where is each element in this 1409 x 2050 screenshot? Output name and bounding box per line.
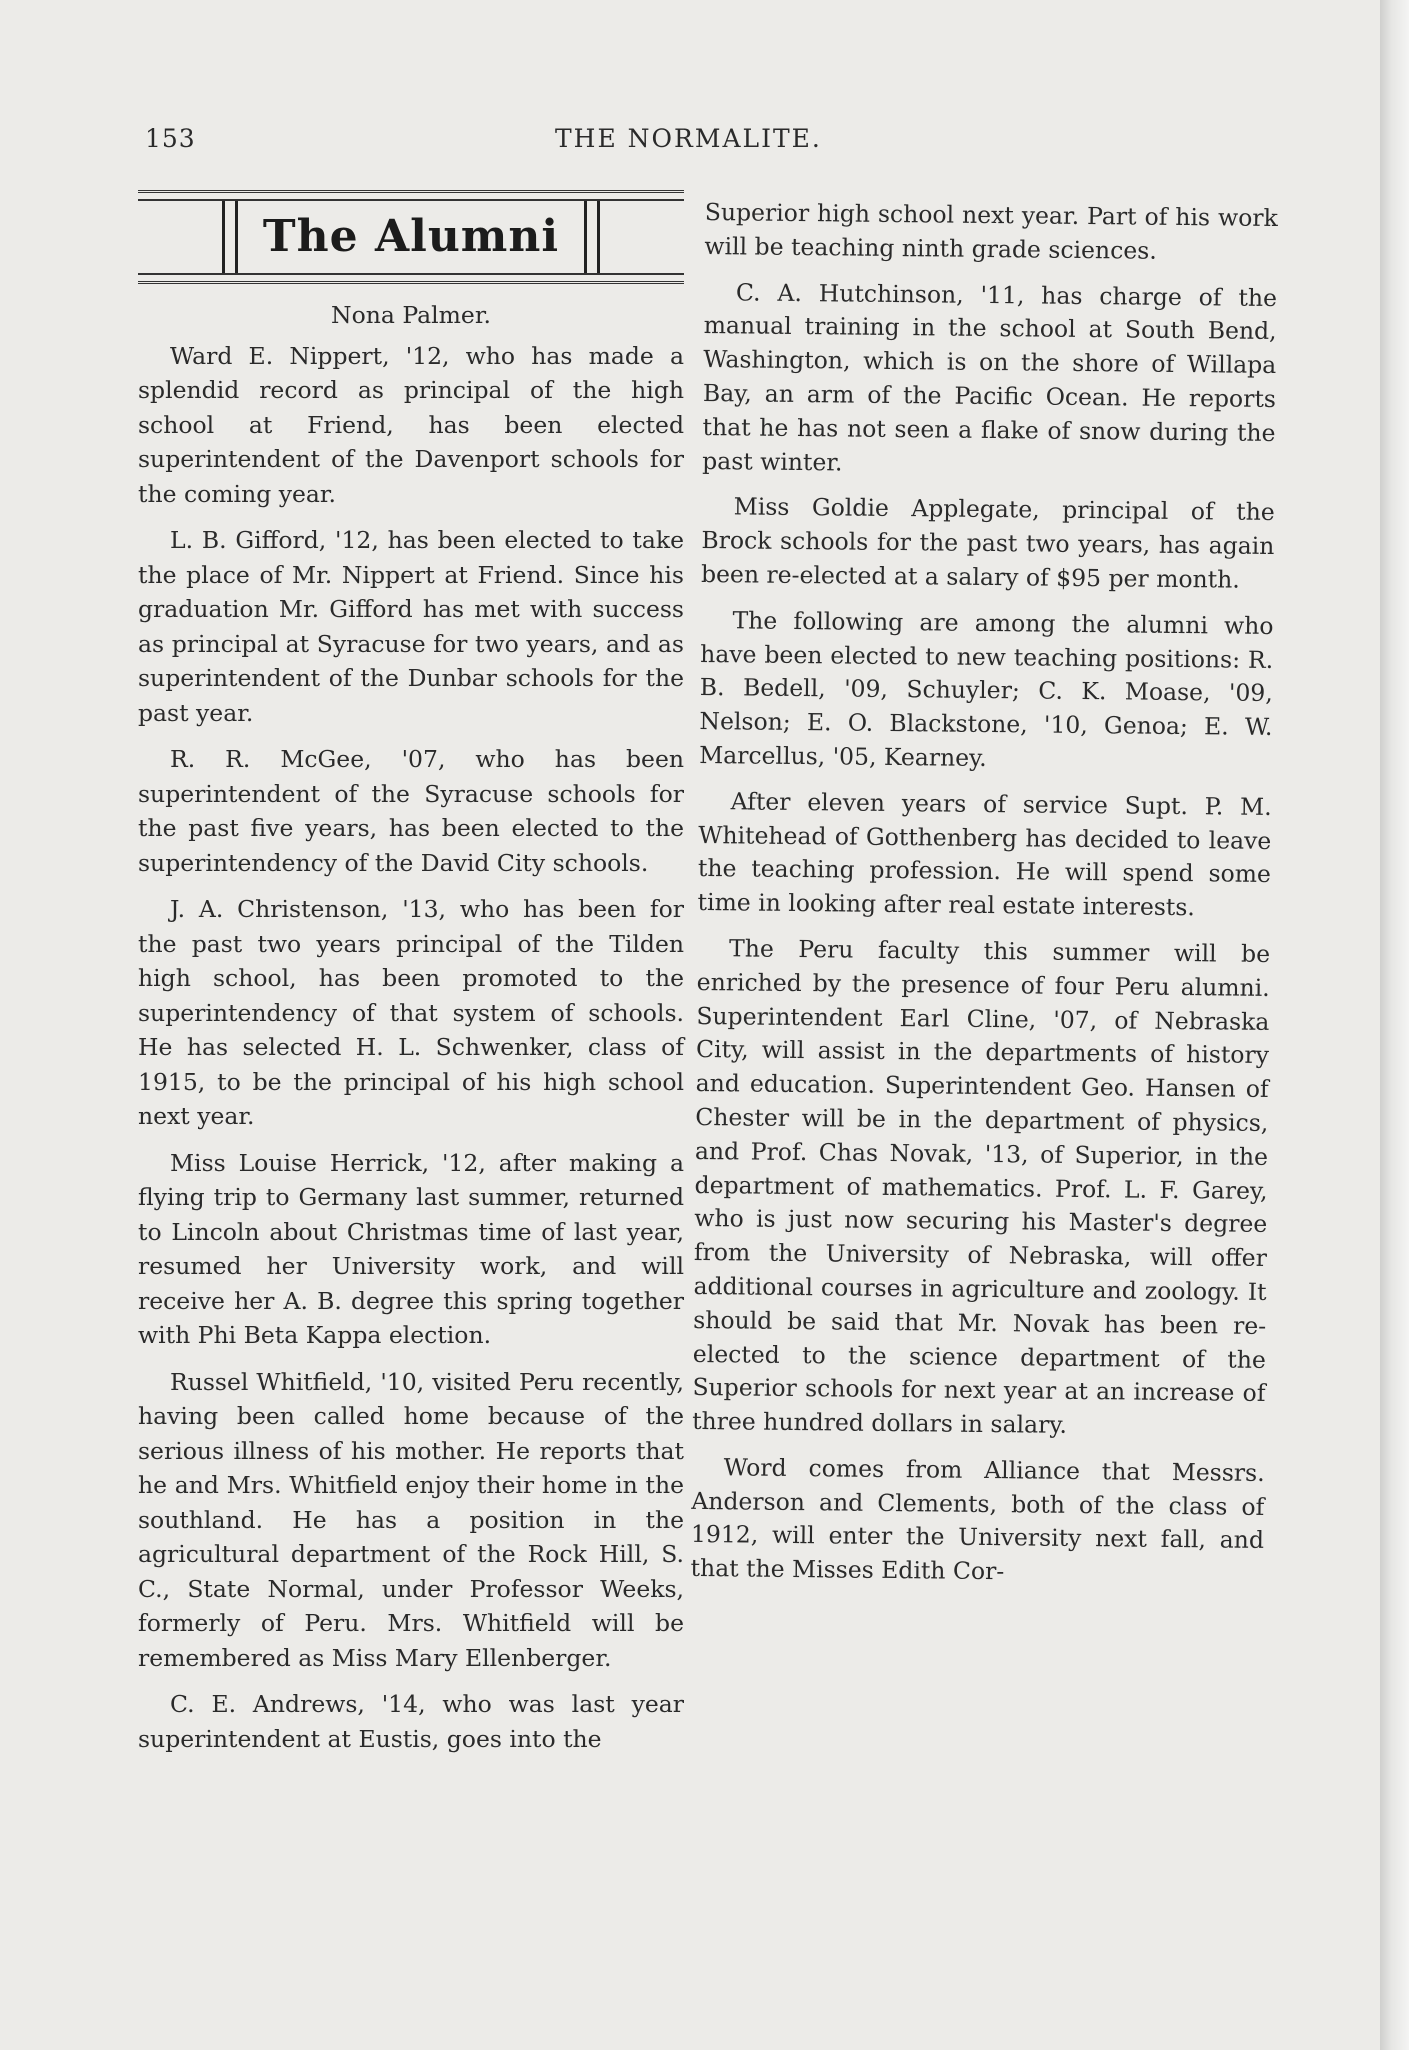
paragraph: The following are among the alumni who have been elected to new teaching positions: R. B. Bedell, '09, Schuyler; C. K. Moase, '09, Nelson; E. O. Blackstone, '10, Genoa; E. W. Marcellus, '05, Kearney. [699, 606, 1274, 772]
page-number: 153 [145, 124, 196, 153]
paragraph: Ward E. Nippert, '12, who has made a splendid record as principal of the high school at Friend, has been elected superintendent of the Davenport schools for the coming year. [138, 341, 684, 508]
right-column [690, 196, 1278, 1604]
paragraph: Russel Whitfield, '10, visited Peru recently, having been called home because of the serious illness of his mother. He reports that he and Mrs. Whitfield enjoy their home in the southland. He has a position in the agricultural department of the Rock Hill, S. C., State Normal, under Professor Weeks, formerly of Peru. Mrs. Whitfield will be remembered as Miss Mary Ellenberger. [138, 1367, 684, 1672]
page-header [145, 124, 1275, 164]
left-column [138, 190, 684, 1768]
section-banner [138, 190, 684, 284]
paragraph: Word comes from Alliance that Messrs. Anderson and Clements, both of the class of 1912, will enter the University next fall, and that the Misses Edith Cor- [690, 1453, 1265, 1586]
paragraph: J. A. Christenson, '13, who has been for the past two years principal of the Tilden high school, has been promoted to the superintendency of that system of schools. He has selected H. L. Schwenker, class of 1915, to be the principal of his high school next year. [138, 895, 684, 1130]
paragraph: C. E. Andrews, '14, who was last year superintendent at Eustis, goes into the [138, 1690, 684, 1753]
paragraph: Miss Goldie Applegate, principal of the Brock schools for the past two years, has again been re-elected at a salary of $95 per month. [700, 492, 1275, 594]
byline: Nona Palmer. [331, 301, 491, 329]
paragraph: Superior high school next year. Part of his work will be teaching ninth grade sciences. [704, 197, 1278, 265]
paragraph: C. A. Hutchinson, '11, has charge of the manual training in the school at South Bend, Washington, which is on the shore of Willapa Bay, an arm of the Pacific Ocean. He reports that he has not seen a flake of snow during the past winter. [702, 277, 1278, 477]
running-title: THE NORMALITE. [555, 124, 822, 153]
paragraph: The Peru faculty this summer will be enriched by the presence of four Peru alumni. Superintendent Earl Cline, '07, of Nebraska City, will assist in the departments of history and education. Superintendent Geo. Hansen of Chester will be in the department of physics, and Prof. Chas Novak, '13, of Superior, in the department of mathematics. Prof. L. F. Garey, who is just now securing his Master's degree from the University of Nebraska, will offer additional courses in agriculture and zoology. It should be said that Mr. Novak has been re-elected to the science department of the Superior schools for next year at an increase of three hundred dollars in salary. [692, 934, 1271, 1439]
paragraph: R. R. McGee, '07, who has been superintendent of the Syracuse schools for the past five years, has been elected to the superintendency of the David City schools. [138, 745, 684, 877]
banner-right-rule [584, 201, 600, 273]
paragraph: Miss Louise Herrick, '12, after making a flying trip to Germany last summer, returned to Lincoln about Christmas time of last year, resumed her University work, and will receive her A. B. degree this spring together with Phi Beta Kappa election. [138, 1148, 684, 1349]
paragraph: After eleven years of service Supt. P. M. Whitehead of Gotthenberg has decided to leave the teaching profession. He will spend some time in looking after real estate interests. [697, 787, 1272, 922]
page-edge-shadow [1380, 0, 1409, 2050]
section-title: The Alumni [262, 211, 560, 262]
paragraph: L. B. Gifford, '12, has been elected to take the place of Mr. Nippert at Friend. Since his graduation Mr. Gifford has met with success as principal at Syracuse for two years, and as superintendent of the Dunbar schools for the past year. [138, 526, 684, 727]
